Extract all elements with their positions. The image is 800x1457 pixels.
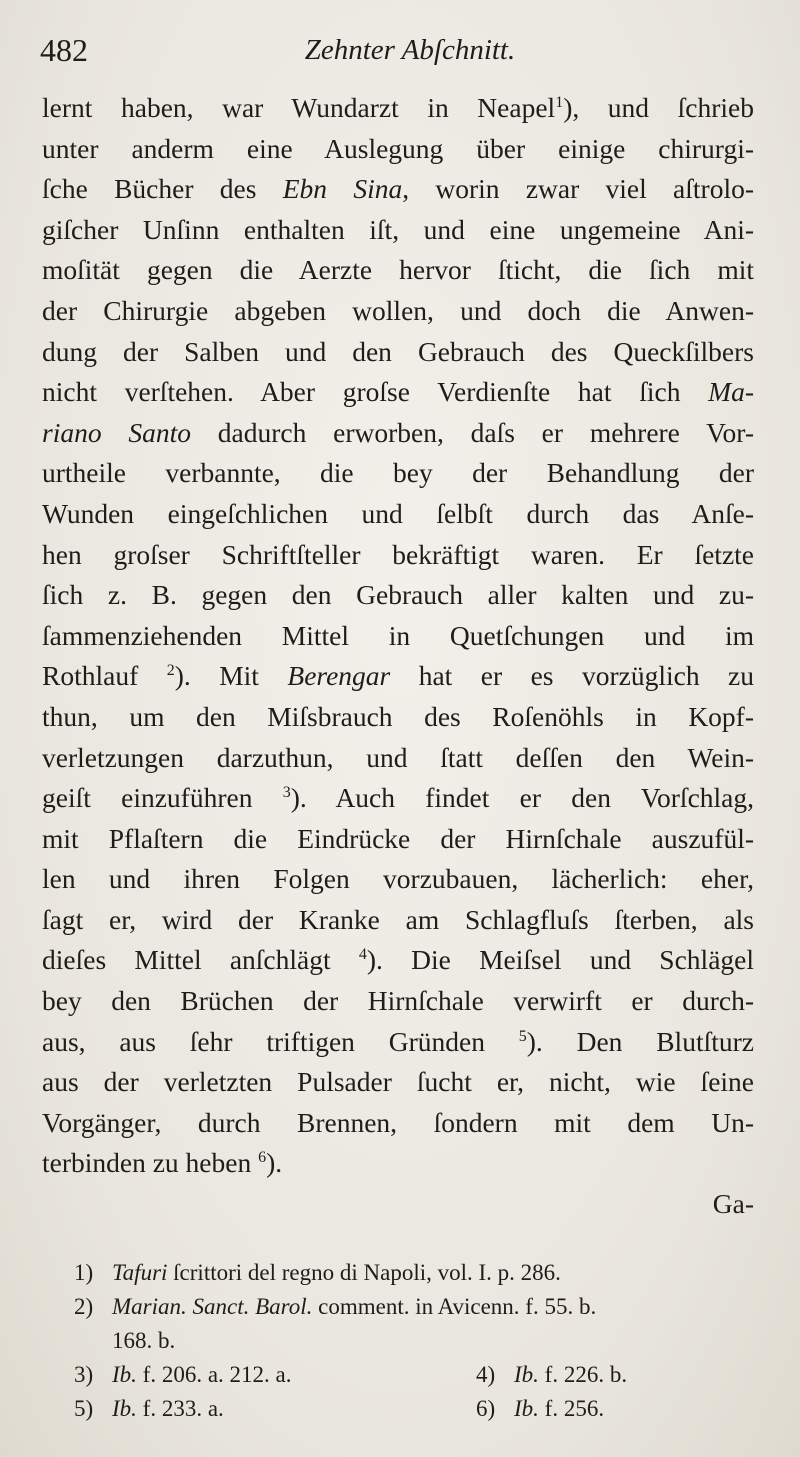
text-line: hen groſser Schriftſteller bekräftigt waren. Er ſetzte [42,538,754,570]
author-name-santo: riano Santo [42,416,192,448]
text-line: ſich z. B. gegen den Gebrauch aller kalten und zu- [42,579,754,611]
author-name-mariano: Ma- [708,376,754,408]
footnote-row [74,1358,774,1392]
text-line: dung der Salben und den Gebrauch des Queckſilbers [42,335,754,367]
text-line: Wunden eingeſchlichen und ſelbſt durch das Anſe- [42,497,754,529]
body-text [42,88,754,1225]
text-line: bey den Brüchen der Hirnſchale verwirft er durch- [42,985,754,1017]
text-line: der Chirurgie abgeben wollen, und doch die Anwen- [42,294,754,326]
text-line: verletzungen darzuthun, und ſtatt deſſen den Wein- [42,741,754,773]
text-line: dieſes Mittel anſchlägt $^4$). Die Meiſsel und Schlägel [42,944,754,976]
page-number: 482 [40,32,88,68]
footnote-ref-6: 6 [258,1149,267,1167]
text-line: aus der verletzten Pulsader ſucht er, nicht, wie ſeine [42,1066,754,1098]
text-line: terbinden zu heben $^6$). [42,1147,283,1179]
text-line: ſche Bücher des Ebn Sina, worin zwar viel aſtrolo- [42,173,754,205]
footnote-2: 2) Marian. Sanct. Barol. comment. in Avicenn. f. 55. b. [74,1294,597,1319]
footnote-row [74,1392,774,1426]
running-head [40,28,780,72]
text-line: geiſt einzuführen $^3$). Auch findet er den Vorſchlag, [42,782,754,814]
footnote-2-continuation: 168. b. [112,1328,176,1353]
text-line: mit Pflaſtern die Eindrücke der Hirnſchale auszufül- [42,822,754,854]
catchword: Ga- [712,1188,754,1220]
section-title: Zehnter Abſchnitt. [304,34,516,66]
footnotes [74,1256,774,1426]
footnote-4: 4) Ib. f. 226. b. [476,1362,628,1387]
text-line: Rothlauf $^2$). Mit Berengar hat er es vorzüglich zu [42,660,754,692]
text-line: unter anderm eine Auslegung über einige chirurgi- [42,132,754,164]
footnote-ref-5: 5 [518,1027,527,1045]
footnote-3: 3) Ib. f. 206. a. 212. a. [74,1362,292,1387]
text-line: Vorgänger, durch Brennen, ſondern mit dem Un- [42,1106,754,1138]
text-line: urtheile verbannte, die bey der Behandlung der [42,457,754,489]
footnote-ref-4: 4 [358,946,367,964]
text-line: len und ihren Folgen vorzubauen, lächerlich: eher, [42,863,754,895]
text-line: thun, um den Miſsbrauch des Roſenöhls in Kopf- [42,700,754,732]
author-name-berengar: Berengar [287,660,391,692]
text-line: giſcher Unſinn enthalten iſt, und eine ungemeine Ani- [42,213,754,245]
footnote-ref-1: 1 [555,93,564,111]
author-name-ebn-sina: Ebn Sina [282,173,403,205]
footnote-5: 5) Ib. f. 233. a. [74,1396,224,1421]
text-line: aus, aus ſehr triftigen Gründen $^5$). Den Blutſturz [42,1025,754,1057]
text-line: ſagt er, wird der Kranke am Schlagfluſs ſterben, als [42,903,754,935]
footnote-6: 6) Ib. f. 256. [476,1396,605,1421]
footnote-1: 1) Tafuri ſcrittori del regno di Napoli, vol. I. p. 286. [74,1260,561,1285]
text-line: riano Santo dadurch erworben, daſs er mehrere Vor- [42,416,754,448]
footnote-ref-2: 2 [166,662,175,680]
text-line: nicht verſtehen. Aber groſse Verdienſte hat ſich Ma- [42,376,754,408]
text-line: ſammenziehenden Mittel in Quetſchungen und im [42,619,754,651]
footnote-ref-3: 3 [282,783,291,801]
text-line: moſität gegen die Aerzte hervor ſticht, die ſich mit [42,254,754,286]
text-line: lernt haben, war Wundarzt in Neapel$^1$), und ſchrieb [42,92,754,123]
